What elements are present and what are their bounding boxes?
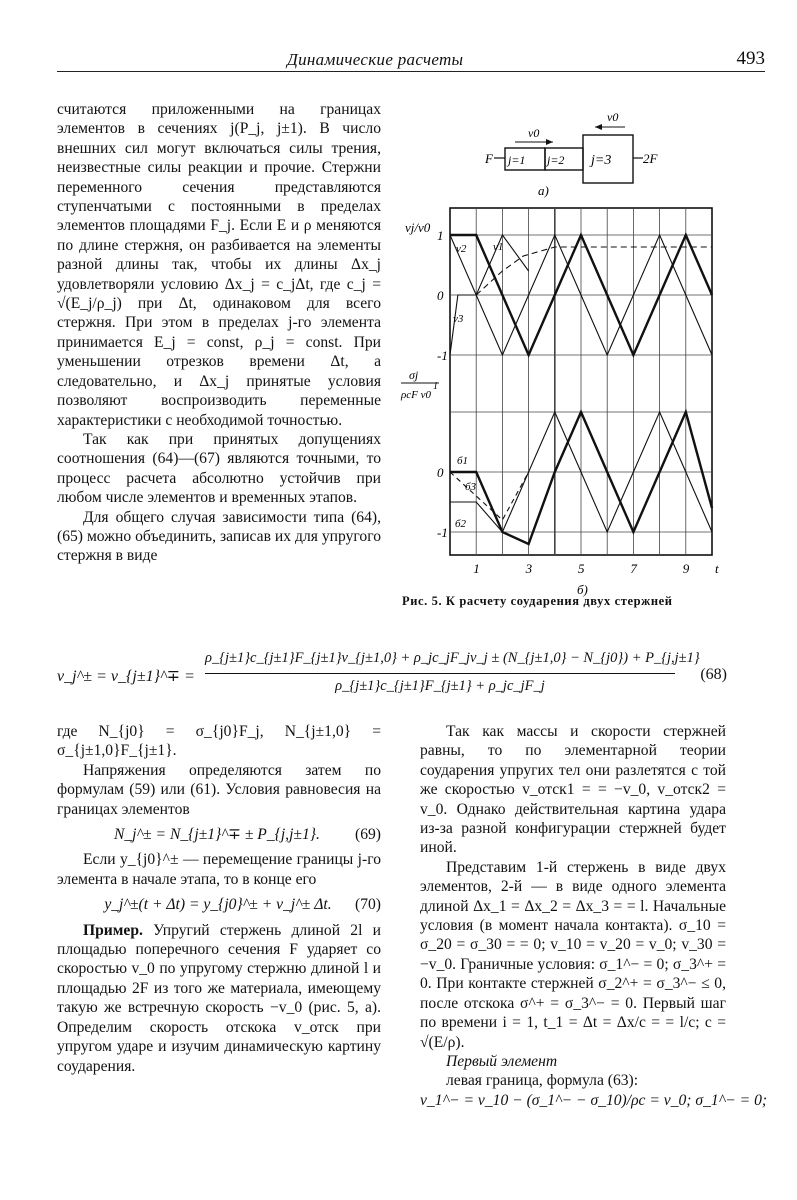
right-force-label: 2F	[643, 151, 658, 166]
x-tick-label: 3	[525, 561, 533, 576]
y-tick-label: -1	[437, 348, 448, 363]
equation-body: y_j^±(t + Δt) = y_{j0}^± + v_j^± Δt.	[104, 896, 332, 914]
velocity-label: v0	[607, 110, 619, 124]
paragraph: Для общего случая зависимости типа (64), (65) можно объединить, записав их для упругого стержня в виде	[57, 508, 381, 565]
left-column	[57, 100, 381, 566]
x-tick-label: 7	[630, 561, 637, 576]
running-title: Динамические расчеты	[287, 50, 464, 69]
paragraph: левая граница, формула (63):	[446, 1072, 639, 1090]
part-b-label: б)	[577, 582, 588, 597]
paragraph: считаются приложенными на границах элементов в сечениях j(P_j, j±1). В число внешних сил могут включаться силы трения, неизвестные силы реакции и прочие. Стержни переменного сечения представляются ступенчатыми с постоянными в пределах элементов площадями F_j. Если E и ρ меняются по длине стержня, он разбивается на элементы разной длины так, чтобы их длины Δx_j удовлетворяли условию Δx_j = c_jΔt, где c_j = √(E_j/ρ_j) при Δt, одинаковом для всего стержня. При этом в пределах j-го элемента принимается E_j = const, ρ_j = const. При уменьшении отрезков времени Δt, а следовательно, и Δx_j принятые условия позволяют воспроизводить переменные характеристики с необходимой точностью.	[57, 101, 381, 429]
page-header	[57, 38, 765, 72]
y-tick-label: 0	[437, 288, 444, 303]
x-tick-label: t	[715, 561, 719, 576]
y-tick-label: 0	[437, 465, 444, 480]
left-force-label: F	[485, 151, 493, 166]
y-tick-label: -1	[437, 525, 448, 540]
example-text: Упругий стержень длиной 2l и площадью поперечного сечения F ударяет со скоростью v_0 по упругому стержню длиной l и площадью 2F из того же материала, имеющему такую же встречную скорость −v_0 (рис. 5, а). Определим скорость отскока v_отск при упругом ударе и изучим динамическую картину соударения.	[57, 921, 381, 1075]
y-tick-label: 1	[437, 228, 444, 243]
paragraph: Так как массы и скорости стержней равны, то по элементарной теории соударения упругих тел они разлетятся с той же скоростью v_отск1 = = −v_0, v_отск2 = v_0. Однако действительная картина удара из-за разной конфигурации стержней будет иной.	[420, 723, 726, 857]
figure-caption: Рис. 5. К расчету соударения двух стержней	[402, 594, 673, 608]
curve-b3	[450, 472, 529, 520]
curve-label-b1: б1	[457, 455, 469, 467]
figure-5	[395, 100, 735, 600]
page-number: 493	[736, 48, 765, 69]
y-tick-label: 1	[433, 381, 438, 392]
equation-numerator: ρ_{j±1}c_{j±1}F_{j±1}v_{j±1,0} + ρ_jc_jF_jv_j ± (N_{j±1,0} − N_{j0}) + P_{j,j±1}	[205, 650, 700, 666]
equation-label: (69)	[355, 826, 381, 844]
x-tick-label: 9	[682, 561, 690, 576]
x-tick-label: 1	[473, 561, 480, 576]
paragraph	[57, 921, 381, 1076]
y-axis-label-velocity: vj/v0	[405, 220, 431, 235]
right-column-lower	[420, 722, 768, 1110]
part-a-label: а)	[538, 183, 549, 198]
figure-5a	[484, 110, 659, 198]
equation-70	[57, 895, 381, 914]
equation-68	[57, 648, 727, 706]
x-tick-label: 5	[578, 561, 585, 576]
curve-label-b2: б2	[455, 518, 467, 530]
paragraph: Напряжения определяются затем по формулам (59) или (61). Условия равновесия на границах элементов	[57, 761, 381, 818]
element-label: j=1	[508, 153, 526, 167]
y-axis-label-stress-num: σj	[409, 368, 419, 382]
paragraph: Представим 1-й стержень в виде двух элементов, 2-й — в виде одного элемента длиной Δx_1 = Δx_2 = Δx_3 = = l. Начальные условия (в момент начала контакта). σ_10 = σ_20 = σ_30 = = 0; v_10 = v_20 = v_0; v_30 = −v_0. Граничные условия: σ_1^− = 0; σ_3^+ = 0. При контакте стержней σ_2^+ = σ_3^− ≤ 0, после отскока σ^+ = σ_3^− = 0. Первый шаг по времени i = 1, t_1 = Δt = Δx/c = = l/c; c = √(E/ρ).	[420, 858, 726, 1051]
paragraph: Так как при принятых допущениях соотношения (64)—(67) являются точными, то процесс расчета абсолютно устойчив при любом числе элементов и временных этапов.	[57, 430, 381, 507]
example-label: Пример.	[83, 921, 143, 939]
equation-label: (68)	[700, 666, 727, 683]
equation-body: N_j^± = N_{j±1}^∓ ± P_{j,j±1}.	[113, 826, 320, 844]
curve-label-b3: б3	[465, 481, 477, 493]
figure-5b	[400, 208, 719, 597]
arrow-head-icon	[546, 139, 553, 145]
equation-denominator: ρ_{j±1}c_{j±1}F_{j±1} + ρ_jc_jF_j	[335, 678, 545, 694]
section-heading: Первый элемент	[446, 1052, 558, 1070]
y-axis-label-stress-den: ρcF v0	[401, 389, 432, 401]
velocity-label: v0	[528, 126, 540, 140]
equation: v_1^− = v_10 − (σ_1^− − σ_10)/ρc = v_0; σ_1^− = 0;	[420, 1091, 768, 1109]
equation-lhs: v_j^± = v_{j±1}^∓ =	[57, 668, 195, 685]
left-column-lower	[57, 722, 381, 1076]
element-label: j=3	[591, 153, 612, 168]
curve-label-v1: v1	[493, 241, 504, 253]
curve-label-v3: v3	[453, 313, 464, 325]
curve-label-v2: v2	[456, 243, 467, 255]
header-rule	[57, 71, 765, 72]
paragraph: где N_{j0} = σ_{j0}F_j, N_{j±1,0} = σ_{j±1,0}F_{j±1}.	[57, 723, 381, 760]
equation-label: (70)	[355, 896, 381, 914]
arrow-head-icon	[595, 124, 602, 130]
equation-69	[57, 825, 381, 844]
paragraph: Если y_{j0}^± — перемещение границы j-го элемента в начале этапа, то в конце его	[57, 851, 381, 888]
element-label: j=2	[547, 153, 565, 167]
fraction-line	[205, 673, 675, 674]
